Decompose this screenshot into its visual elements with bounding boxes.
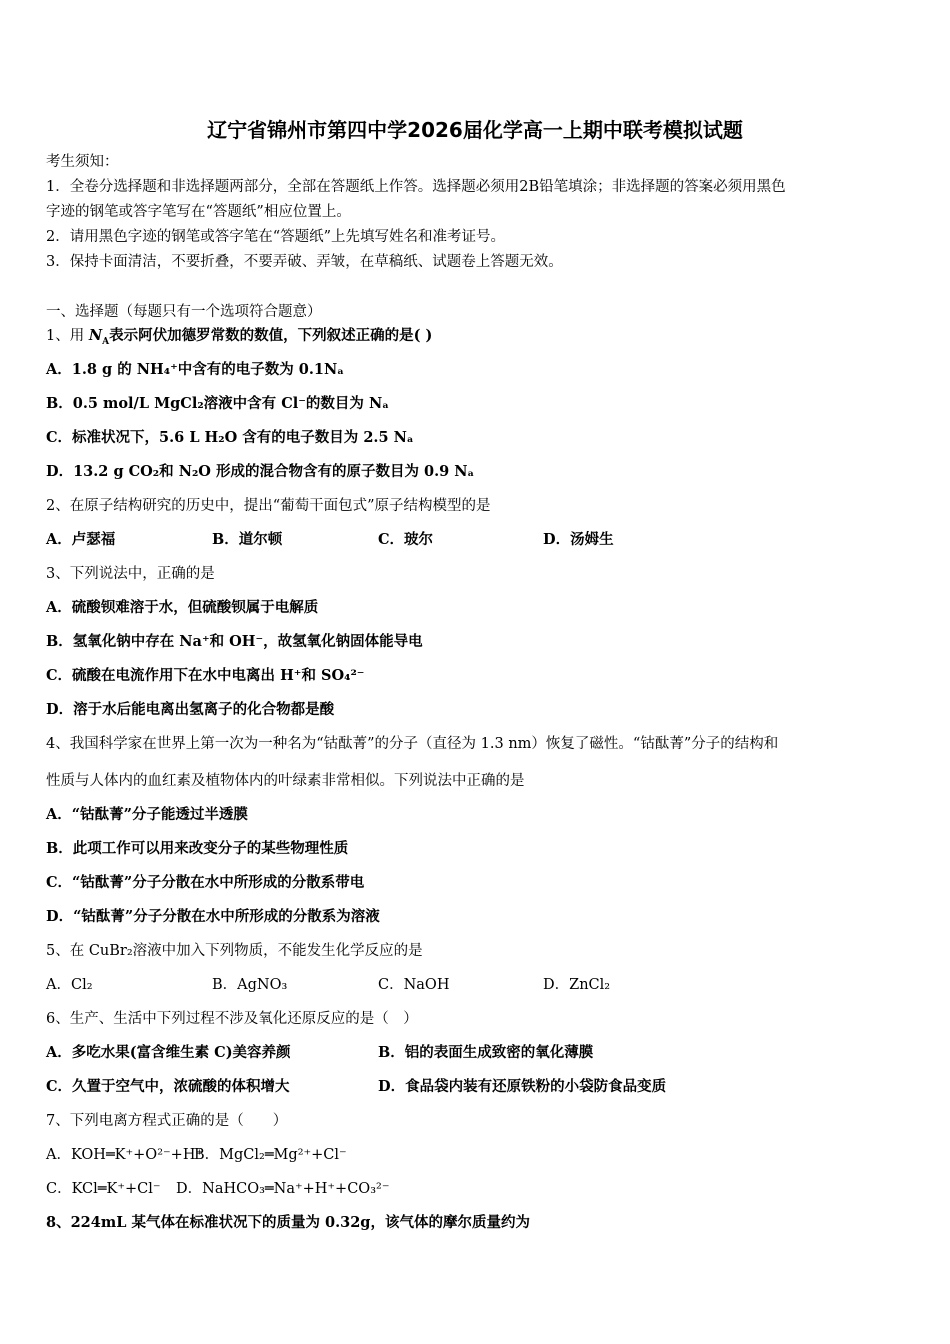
question-7-option-d[interactable]: D．NaHCO₃═Na⁺+H⁺+CO₃²⁻ xyxy=(176,1181,390,1197)
question-2-option-c[interactable]: C．玻尔 xyxy=(378,531,434,548)
question-1-option-a[interactable]: A．1.8 g 的 NH₄⁺中含有的电子数为 0.1Nₐ xyxy=(46,361,344,378)
question-3-option-a[interactable]: A．硫酸钡难溶于水，但硫酸钡属于电解质 xyxy=(46,599,319,616)
question-4-option-c[interactable]: C．“钴酞菁”分子分散在水中所形成的分散系带电 xyxy=(46,874,365,891)
question-2-stem: 2、在原子结构研究的历史中，提出“葡萄干面包式”原子结构模型的是 xyxy=(46,498,491,514)
question-2-option-b[interactable]: B．道尔顿 xyxy=(212,531,283,548)
question-7-option-a[interactable]: A．KOH═K⁺+O²⁻+H⁺ xyxy=(46,1147,204,1163)
question-8-stem: 8、224mL 某气体在标准状况下的质量为 0.32g，该气体的摩尔质量约为 xyxy=(46,1214,530,1231)
question-2-option-a[interactable]: A．卢瑟福 xyxy=(46,531,116,548)
question-4-option-a[interactable]: A．“钴酞菁”分子能透过半透膜 xyxy=(46,806,248,823)
question-1-option-c[interactable]: C．标准状况下，5.6 L H₂O 含有的电子数目为 2.5 Nₐ xyxy=(46,429,414,446)
question-7-option-c[interactable]: C．KCl═K⁺+Cl⁻ xyxy=(46,1181,161,1197)
question-5-stem: 5、在 CuBr₂溶液中加入下列物质，不能发生化学反应的是 xyxy=(46,943,423,959)
question-6-option-d[interactable]: D．食品袋内装有还原铁粉的小袋防食品变质 xyxy=(378,1078,667,1095)
question-5-option-b[interactable]: B．AgNO₃ xyxy=(212,977,288,993)
question-6-stem: 6、生产、生活中下列过程不涉及氧化还原反应的是（ ） xyxy=(46,1011,418,1027)
question-3-option-c[interactable]: C．硫酸在电流作用下在水中电离出 H⁺和 SO₄²⁻ xyxy=(46,667,365,684)
notice-heading: 考生须知： xyxy=(46,154,119,170)
question-1-stem: 1、用 $N_A$表示阿伏加德罗常数的数值，下列叙述正确的是( ) xyxy=(46,327,433,347)
question-5-option-d[interactable]: D．ZnCl₂ xyxy=(543,977,611,993)
question-4-option-d[interactable]: D．“钴酞菁”分子分散在水中所形成的分散系为溶液 xyxy=(46,908,380,925)
question-4-option-b[interactable]: B．此项工作可以用来改变分子的某些物理性质 xyxy=(46,840,349,857)
notice-item-3: 3．保持卡面清洁，不要折叠，不要弄破、弄皱，在草稿纸、试题卷上答题无效。 xyxy=(46,254,563,270)
question-7-stem: 7、下列电离方程式正确的是（ ） xyxy=(46,1113,288,1129)
question-1-option-b[interactable]: B．0.5 mol/L MgCl₂溶液中含有 Cl⁻的数目为 Nₐ xyxy=(46,395,389,412)
question-2-option-d[interactable]: D．汤姆生 xyxy=(543,531,614,548)
question-3-stem: 3、下列说法中，正确的是 xyxy=(46,566,215,582)
question-1-option-d[interactable]: D．13.2 g CO₂和 N₂O 形成的混合物含有的原子数目为 0.9 Nₐ xyxy=(46,463,475,480)
question-3-option-d[interactable]: D．溶于水后能电离出氢离子的化合物都是酸 xyxy=(46,701,335,718)
notice-item-1-line-1: 1．全卷分选择题和非选择题两部分，全部在答题纸上作答。选择题必须用2B铅笔填涂；非选择题的答案必须用黑色 xyxy=(46,179,786,195)
question-6-option-b[interactable]: B．铝的表面生成致密的氧化薄膜 xyxy=(378,1044,594,1061)
question-6-option-a[interactable]: A．多吃水果(富含维生素 C)美容养颜 xyxy=(46,1044,291,1061)
question-4-stem-line-1: 4、我国科学家在世界上第一次为一种名为“钴酞菁”的分子（直径为 1.3 nm）恢复了磁性。“钴酞菁”分子的结构和 xyxy=(46,736,779,752)
question-3-option-b[interactable]: B．氢氧化钠中存在 Na⁺和 OH⁻，故氢氧化钠固体能导电 xyxy=(46,633,423,650)
section-heading: 一、选择题（每题只有一个选项符合题意） xyxy=(46,304,322,320)
question-4-stem-line-2: 性质与人体内的血红素及植物体内的叶绿素非常相似。下列说法中正确的是 xyxy=(46,773,525,789)
question-7-option-b[interactable]: B．MgCl₂═Mg²⁺+Cl⁻ xyxy=(194,1147,347,1163)
notice-item-2: 2．请用黑色字迹的钢笔或答字笔在“答题纸”上先填写姓名和准考证号。 xyxy=(46,229,506,245)
page-title: 辽宁省锦州市第四中学2026届化学高一上期中联考模拟试题 xyxy=(207,118,743,142)
question-6-option-c[interactable]: C．久置于空气中，浓硫酸的体积增大 xyxy=(46,1078,290,1095)
notice-item-1-line-2: 字迹的钢笔或答字笔写在“答题纸”相应位置上。 xyxy=(46,204,351,220)
question-5-option-a[interactable]: A．Cl₂ xyxy=(46,977,93,993)
question-5-option-c[interactable]: C．NaOH xyxy=(378,977,450,993)
